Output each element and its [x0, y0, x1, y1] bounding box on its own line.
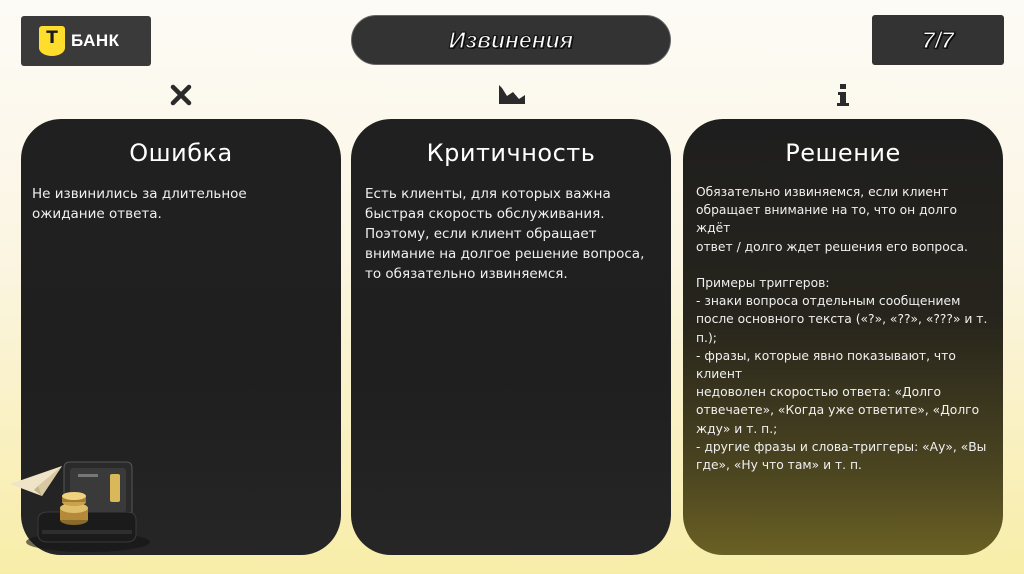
logo-shield-icon	[39, 26, 65, 56]
card-body: Не извинились за длительное ожидание ответа.	[32, 186, 247, 222]
card-body: Обязательно извиняемся, если клиент обращает внимание на то, что он долго ждёт ответ / долго ждет решения его вопроса. Примеры триггеров: - знаки вопроса отдельным сообщением после основного текста («?», «??», «???» и т. п.); - фразы, которые явно показывают, что клиент недоволен скоростью ответа: «Долго отвечаете», «Когда уже ответите», «Долго жду» и т. п.; - другие фразы и слова-триггеры: «Ау», «Вы где», «Ну что там» и т. п.	[696, 185, 988, 473]
card-title: Критичность	[426, 139, 596, 167]
card-title: Решение	[785, 139, 901, 167]
slide-title-pill	[351, 15, 671, 65]
slide-title: Извинения	[448, 26, 574, 53]
card-solution	[683, 119, 1003, 555]
card-title: Ошибка	[129, 139, 233, 167]
decorative-illustration	[8, 450, 158, 560]
coins-icon	[60, 492, 88, 525]
page-number: 7/7	[922, 26, 954, 53]
paper-plane-icon	[10, 466, 62, 496]
chart-down-icon	[497, 82, 527, 108]
logo-letter: Т	[46, 28, 58, 48]
card-body: Есть клиенты, для которых важна быстрая скорость обслуживания. Поэтому, если клиент обращает внимание на долгое решение вопроса, то обязательно извиняемся.	[365, 186, 645, 282]
card-criticality	[351, 119, 671, 555]
bank-logo	[21, 16, 151, 66]
logo-text: БАНК	[71, 31, 120, 50]
page-counter	[872, 15, 1004, 65]
close-icon	[168, 82, 194, 108]
info-icon	[834, 82, 852, 108]
